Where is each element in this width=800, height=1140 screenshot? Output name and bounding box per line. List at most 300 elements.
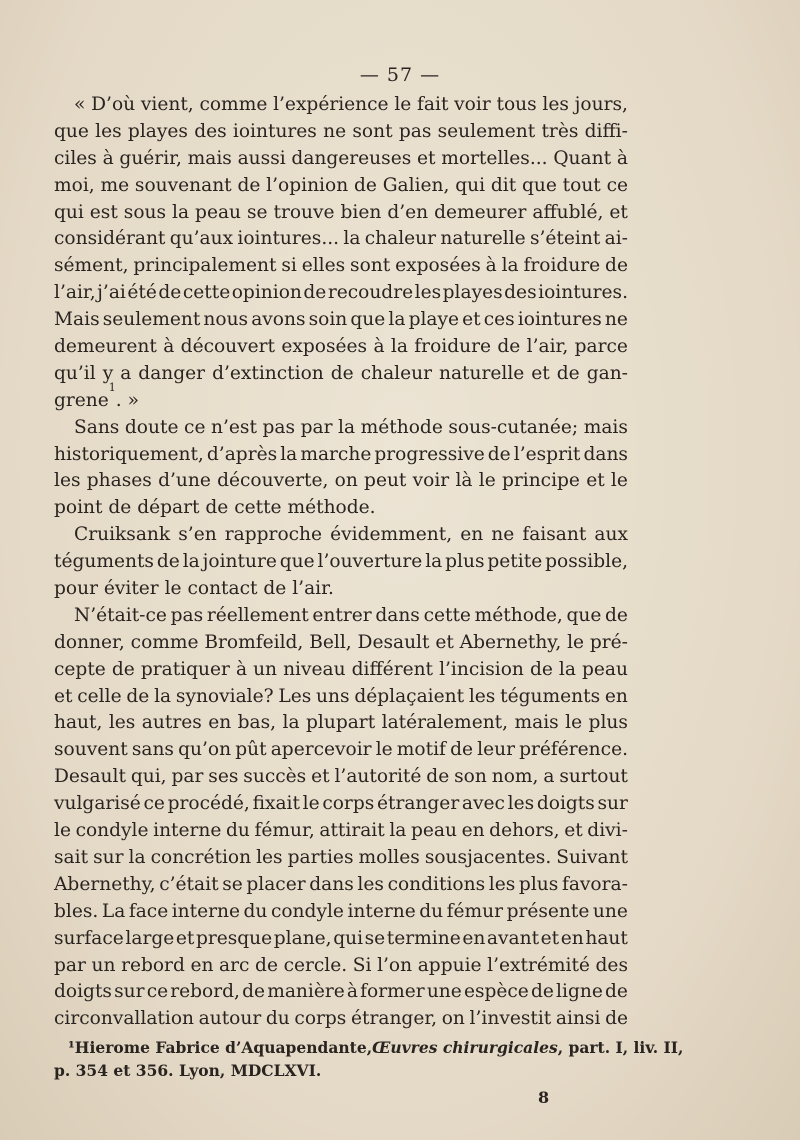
word: étranger (376, 793, 460, 815)
word: de (111, 658, 135, 680)
word: le (54, 820, 71, 842)
text-line (54, 468, 628, 495)
word: peau (582, 658, 628, 680)
word: peau (411, 820, 457, 842)
word: synoviale? (175, 685, 274, 707)
text-line (54, 872, 628, 899)
word: Galien, (382, 174, 450, 196)
word: corps (294, 1008, 347, 1030)
word: du (226, 820, 250, 842)
word: succès (243, 766, 307, 788)
word: cette (182, 282, 231, 304)
word: de (605, 255, 628, 277)
word: de (156, 551, 180, 573)
word: la (390, 336, 408, 358)
word: sousjacentes. (424, 846, 552, 868)
word: ce (146, 981, 169, 1003)
word: que (279, 551, 315, 573)
footnote-author: Hierome Fabrice d’Aquapendante, (74, 1038, 373, 1057)
word: sont (350, 255, 391, 277)
word: et (586, 470, 605, 492)
word: sur (597, 793, 628, 815)
word: à (163, 336, 175, 358)
text-line (54, 380, 628, 415)
word: du (419, 900, 444, 922)
word: de (426, 766, 450, 788)
word: se (364, 927, 386, 949)
word: tout (562, 174, 601, 196)
word: trouve (273, 201, 335, 223)
word: fait (417, 94, 449, 115)
word: soin (308, 309, 348, 331)
word: fémur (446, 900, 504, 922)
word: donner, (54, 631, 125, 653)
word: de (158, 282, 182, 304)
word: interne (153, 820, 222, 842)
word: Sans (74, 416, 120, 438)
word: ne (604, 309, 628, 331)
word: celle (77, 685, 122, 707)
word: de (330, 362, 354, 384)
text-line (54, 710, 628, 737)
word: latéralement, (381, 712, 509, 734)
word: naturelle (438, 362, 525, 384)
word: qu’aux (169, 228, 234, 250)
word: à (616, 147, 628, 169)
word: évidemment, (330, 524, 453, 546)
text-line: point de départ de cette méthode. (54, 497, 376, 519)
word: mais (514, 712, 559, 734)
text-line (54, 764, 628, 791)
word: vulgarisé (54, 793, 141, 815)
word: on (334, 470, 358, 492)
word: entrer (312, 604, 372, 626)
word: pas (262, 416, 296, 438)
word: interne (347, 900, 416, 922)
word: iointures (232, 120, 317, 142)
word: me (100, 174, 130, 196)
word: exposées (395, 255, 481, 277)
word: appuie (417, 954, 482, 976)
word: haut (585, 927, 628, 949)
word: présente (506, 900, 590, 922)
word: playes (127, 120, 188, 142)
word: la (172, 201, 190, 223)
word: historiquement, (54, 443, 204, 465)
word: que (521, 174, 557, 196)
word: chaleur (360, 362, 432, 384)
footnote-title: Œuvres chirurgicales (372, 1038, 558, 1057)
word: le (394, 94, 412, 115)
word: ce (606, 174, 628, 196)
word: tous (496, 94, 537, 115)
word: a (543, 766, 555, 788)
word: le (302, 793, 320, 815)
word: une (426, 981, 462, 1003)
word: diffi- (584, 120, 628, 142)
word: qui, (130, 766, 167, 788)
word: réellement (206, 604, 309, 626)
word: de (487, 443, 511, 465)
word: niveau (283, 658, 346, 680)
text-line (54, 307, 628, 334)
word: et (54, 685, 73, 707)
word: étranger, (351, 1008, 438, 1030)
word: le (567, 631, 585, 653)
word: bien (340, 201, 382, 223)
word: les (468, 685, 496, 707)
text-line (54, 818, 628, 845)
word: que (54, 120, 89, 142)
word: doute (124, 416, 179, 438)
word: affublé, (532, 201, 604, 223)
word: divi- (587, 820, 628, 842)
word: haut, (54, 712, 103, 734)
word: téguments (500, 685, 601, 707)
word: sait (54, 846, 89, 868)
word: les (256, 846, 283, 868)
word: danger (138, 362, 206, 384)
word: du (243, 900, 268, 922)
word: Mais (54, 309, 100, 331)
text-line-content: grene (54, 389, 109, 411)
word: ai- (604, 228, 628, 250)
word: sont (352, 120, 393, 142)
word: est (89, 201, 118, 223)
word: mortelles... (441, 147, 548, 169)
word: ainsi (555, 1008, 601, 1030)
word: face (128, 900, 169, 922)
word: que (566, 604, 602, 626)
word: conditions (387, 873, 486, 895)
word: avant (486, 927, 540, 949)
word: termine (386, 927, 461, 949)
word: ses (208, 766, 239, 788)
word: l’expérience (273, 94, 389, 115)
word: dehors, (489, 820, 560, 842)
word: corps (322, 793, 375, 815)
word: progressive (374, 443, 485, 465)
text-line (54, 361, 628, 388)
word: et (564, 820, 583, 842)
word: de (529, 658, 553, 680)
word: les (95, 120, 122, 142)
word: a (120, 362, 132, 384)
word: la (501, 255, 519, 277)
word: la (388, 309, 406, 331)
word: espèce (463, 981, 529, 1003)
word: dit (490, 174, 517, 196)
word: pratiquer (140, 658, 230, 680)
word: condyle (75, 820, 149, 842)
word: demeurent (54, 336, 157, 358)
word: plane, (273, 927, 332, 949)
word: molles (358, 846, 420, 868)
word: s’en (178, 524, 217, 546)
word: cercle. (283, 954, 348, 976)
word: la (128, 846, 146, 868)
word: par (54, 954, 86, 976)
word: pût (235, 739, 267, 761)
footnote-mark: ¹ (68, 1038, 75, 1057)
word: ne (323, 120, 347, 142)
word: à (235, 658, 248, 680)
word: les (542, 94, 569, 115)
word: N’était-ce (74, 604, 167, 626)
word: Bromfeild, (204, 631, 304, 653)
text-line (54, 926, 628, 953)
signature-mark: 8 (538, 1088, 550, 1107)
text-line-ending: . » (115, 389, 139, 411)
word: demeurer (434, 201, 527, 223)
word: froidure (414, 336, 491, 358)
word: sur (93, 846, 124, 868)
word: y (102, 362, 114, 384)
word: si (281, 255, 297, 277)
word: la (425, 551, 443, 573)
word: recoudre (327, 282, 414, 304)
word: été (127, 282, 157, 304)
word: les (54, 470, 81, 492)
word: rapproche (224, 524, 323, 546)
word: de (530, 981, 554, 1003)
word: de (605, 1008, 628, 1030)
word: c’était (159, 873, 219, 895)
word: j’ai (97, 282, 126, 304)
word: arc (219, 954, 250, 976)
word: découvert (180, 336, 276, 358)
word: dans (375, 604, 420, 626)
word: la (280, 443, 298, 465)
text-line: pour éviter le contact de l’air. (54, 578, 334, 600)
text-line (54, 415, 628, 442)
word: possible, (545, 551, 628, 573)
word: et (462, 309, 481, 331)
word: la (343, 228, 361, 250)
word: large (125, 927, 175, 949)
word: un (253, 658, 278, 680)
word: Suivant (556, 846, 628, 868)
word: pas (170, 604, 204, 626)
word: de (126, 685, 150, 707)
word: vient, (140, 94, 194, 115)
word: en (460, 524, 484, 546)
word: et (435, 631, 454, 653)
word: leur (477, 739, 515, 761)
word: de (303, 282, 327, 304)
word: guérir, (119, 147, 182, 169)
word: l’ouverture (317, 551, 423, 573)
word: ciles (54, 147, 97, 169)
word: ce (143, 793, 165, 815)
footnote-line-1 (54, 1036, 684, 1059)
word: à (485, 255, 497, 277)
footnote-line-2: p. 354 et 356. Lyon, MDCLXVI. (54, 1061, 322, 1080)
word: qui (54, 201, 84, 223)
word: Abernethy, (459, 631, 562, 653)
word: fixait (252, 793, 300, 815)
word: n’est (211, 416, 257, 438)
word: pas (398, 120, 432, 142)
word: souvent (54, 739, 128, 761)
text-line (54, 200, 628, 227)
word: seulement (437, 120, 536, 142)
text-line (54, 630, 628, 657)
word: de (604, 981, 628, 1003)
word: plus (588, 712, 628, 734)
word: en (190, 954, 214, 976)
word: la (282, 712, 300, 734)
word: que (350, 309, 386, 331)
word: exposées (281, 336, 368, 358)
word: l’autorité (334, 766, 422, 788)
word: bas, (237, 712, 277, 734)
word: sous (123, 201, 167, 223)
word: là (455, 470, 473, 492)
word: de (242, 981, 266, 1003)
word: doigts (54, 981, 112, 1003)
word: le (610, 470, 628, 492)
word: manière (267, 981, 345, 1003)
word: les (488, 873, 516, 895)
word: qui (455, 174, 486, 196)
word: un (91, 954, 116, 976)
word: l’air, (54, 282, 96, 304)
word: des (194, 120, 227, 142)
word: avec (461, 793, 505, 815)
text-line (54, 791, 628, 818)
word: « (74, 94, 86, 115)
word: et (175, 927, 195, 949)
word: pré- (589, 631, 628, 653)
word: cepte (54, 658, 106, 680)
word: elles (301, 255, 346, 277)
main-text (54, 92, 628, 1033)
word: Desault (54, 766, 126, 788)
word: de (450, 739, 473, 761)
word: les (108, 712, 136, 734)
word: autres (141, 712, 202, 734)
word: aussi (237, 147, 286, 169)
word: plus (518, 873, 559, 895)
word: des (504, 282, 537, 304)
word: la (338, 416, 356, 438)
word: la (182, 551, 200, 573)
word: Cruiksank (74, 524, 171, 546)
word: préférence. (519, 739, 628, 761)
word: sur (114, 981, 145, 1003)
word: les (414, 282, 442, 304)
word: s’éteint (529, 228, 601, 250)
word: en (208, 712, 232, 734)
text-line (54, 226, 628, 253)
word: la (558, 658, 576, 680)
word: petite (487, 551, 543, 573)
word: voir (454, 94, 491, 115)
text-line (54, 657, 628, 684)
word: l’opinion (266, 174, 349, 196)
word: ces (483, 309, 515, 331)
word: très (541, 120, 579, 142)
page-number: — 57 — (359, 64, 441, 86)
word: fémur, (254, 820, 315, 842)
word: doigts (536, 793, 595, 815)
word: dangereuses (291, 147, 412, 169)
word: peau (195, 201, 242, 223)
word: de (556, 362, 580, 384)
word: mais (583, 416, 628, 438)
word: par (300, 416, 333, 438)
word: et (311, 766, 330, 788)
word: opinion (231, 282, 302, 304)
word: former (360, 981, 425, 1003)
word: presque (195, 927, 273, 949)
word: mais (187, 147, 232, 169)
word: le (565, 712, 583, 734)
word: procédé, (167, 793, 250, 815)
word: d’après (206, 443, 278, 465)
word: seulement (102, 309, 201, 331)
word: ce (184, 416, 206, 438)
word: cette (423, 604, 471, 626)
word: interne (171, 900, 240, 922)
text-line (54, 684, 628, 711)
word: l’on (377, 954, 413, 976)
word: à (373, 336, 385, 358)
word: et (609, 201, 628, 223)
word: d’une (158, 470, 211, 492)
word: circonvallation (54, 1008, 194, 1030)
word: condyle (270, 900, 344, 922)
word: de (353, 174, 377, 196)
text-line (54, 522, 628, 549)
word: considérant (54, 228, 166, 250)
word: à (346, 981, 358, 1003)
text-line (54, 146, 628, 173)
word: attirait (319, 820, 385, 842)
word: favora- (561, 873, 628, 895)
text-line (54, 979, 628, 1006)
word: concrétion (150, 846, 252, 868)
word: iointures (517, 309, 602, 331)
text-line (54, 280, 628, 307)
text-line (54, 845, 628, 872)
word: parties (287, 846, 354, 868)
word: marche (300, 443, 372, 465)
word: Quant (553, 147, 612, 169)
word: iointures. (538, 282, 628, 304)
word: comme (130, 631, 199, 653)
word: de (497, 336, 521, 358)
footnote-reference: 1 (108, 380, 116, 394)
text-line (54, 334, 628, 361)
word: avons (251, 309, 306, 331)
word: l’esprit (513, 443, 581, 465)
word: uns (316, 685, 350, 707)
word: rebord (121, 954, 185, 976)
word: jours, (574, 94, 628, 115)
word: et (540, 927, 560, 949)
word: et (416, 147, 436, 169)
word: une (592, 900, 628, 922)
word: ligne (556, 981, 603, 1003)
word: sans (131, 739, 174, 761)
word: en (604, 685, 628, 707)
word: les (357, 873, 384, 895)
word: autour (198, 1008, 262, 1030)
word: par (171, 766, 204, 788)
word: nom, (491, 766, 539, 788)
